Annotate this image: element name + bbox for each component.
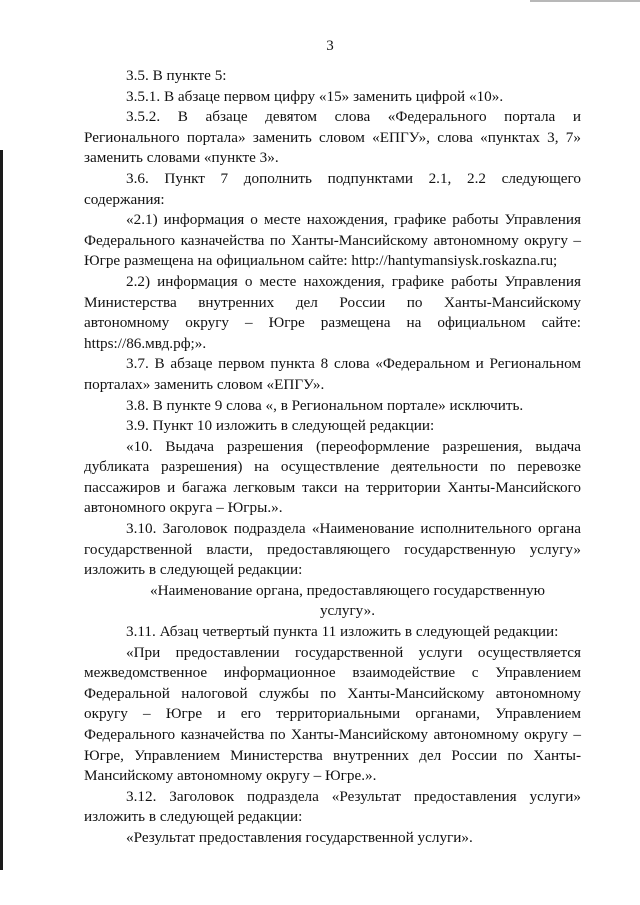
paragraph-2-2: 2.2) информация о месте нахождения, графике работы Управления Министерства внутренних дел России по Ханты-Мансийскому автономному округу – Югре размещена на официальном сайте: https://86.мвд.рф;». bbox=[84, 272, 581, 352]
paragraph-3-5-2: 3.5.2. В абзаце девятом слова «Федерального портала и Регионального портала» заменить словом «ЕПГУ», слова «пунктах 3, 7» заменить словами «пункте 3». bbox=[84, 108, 581, 167]
scan-edge-left bbox=[0, 150, 3, 870]
heading-replacement-2: «Результат предоставления государственной услуги». bbox=[126, 828, 473, 846]
paragraph-3-8: 3.8. В пункте 9 слова «, в Региональном портале» исключить. bbox=[126, 396, 524, 414]
heading-replacement-1: «Наименование органа, предоставляющего государственную услугу». bbox=[150, 581, 545, 620]
document-body bbox=[84, 66, 581, 849]
paragraph-3-7: 3.7. В абзаце первом пункта 8 слова «Федеральном и Региональном порталах» заменить словом «ЕПГУ». bbox=[84, 355, 581, 393]
paragraph-10: «10. Выдача разрешения (переоформление разрешения, выдача дубликата разрешения) на осуществление деятельности по перевозке пассажиров и багажа легковым такси на территории Ханты-Мансийского автономного округа – Югры.». bbox=[84, 437, 581, 517]
page-number: 3 bbox=[326, 38, 334, 54]
paragraph-2-1: «2.1) информация о месте нахождения, графике работы Управления Федерального казначейства по Ханты-Мансийскому автономному округу – Югре размещена на официальном сайте: http://hantymansiysk.roskazna.ru; bbox=[84, 211, 581, 270]
paragraph-3-5-1: 3.5.1. В абзаце первом цифру «15» заменить цифрой «10». bbox=[126, 87, 504, 105]
paragraph-interaction: «При предоставлении государственной услуги осуществляется межведомственное информационное взаимодействие с Управлением Федеральной налоговой службы по Ханты-Мансийскому автономному округу – Югре и его территориальными органами, Управлением Федерального казначейства по Ханты-Мансийскому автономному округу – Югре, Управлением Министерства внутренних дел России по Ханты-Мансийскому автономному округу – Югре.». bbox=[84, 643, 581, 785]
paragraph-3-5: 3.5. В пункте 5: bbox=[126, 67, 227, 84]
paragraph-3-11: 3.11. Абзац четвертый пункта 11 изложить в следующей редакции: bbox=[126, 623, 559, 641]
paragraph-3-6: 3.6. Пункт 7 дополнить подпунктами 2.1, 2.2 следующего содержания: bbox=[84, 169, 581, 208]
scan-edge-top bbox=[530, 0, 640, 2]
paragraph-3-9: 3.9. Пункт 10 изложить в следующей редакции: bbox=[126, 417, 435, 435]
paragraph-3-12: 3.12. Заголовок подраздела «Результат предоставления услуги» изложить в следующей редакции: bbox=[84, 787, 581, 826]
paragraph-3-10: 3.10. Заголовок подраздела «Наименование исполнительного органа государственной власти, предоставляющего государственную услугу» изложить в следующей редакции: bbox=[84, 520, 581, 579]
